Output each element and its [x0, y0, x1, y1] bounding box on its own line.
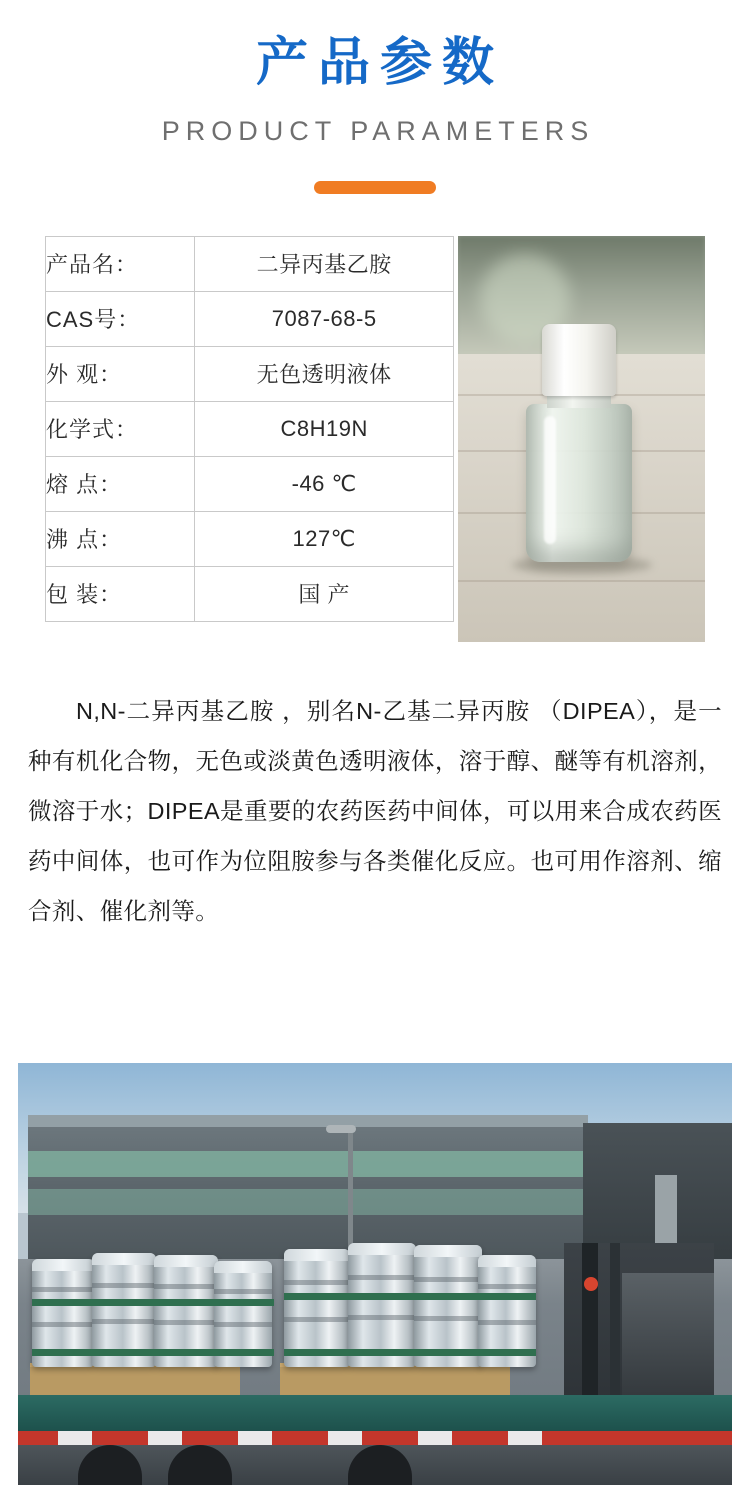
spec-value: 无色透明液体 [195, 346, 454, 401]
photo-forklift-light [584, 1277, 598, 1291]
table-row [46, 346, 454, 401]
table-row [46, 236, 454, 291]
product-description: N,N-二异丙基乙胺 ，别名N-乙基二异丙胺 （DIPEA），是一种有机化合物，无色或淡黄色透明液体，溶于醇、醚等有机溶剂，微溶于水；DIPEA是重要的农药医药中间体，可以用来合成农药医药中间体，也可作为位阻胺参与各类催化反应。也可用作溶剂、缩合剂、催化剂等。 [28, 697, 722, 924]
spec-key: 沸 点： [46, 511, 195, 566]
shipping-photo [18, 1063, 732, 1485]
page-subtitle: PRODUCT PARAMETERS [161, 115, 595, 146]
photo-truck-chassis [18, 1445, 732, 1485]
page-header [0, 0, 750, 194]
spec-key: 化学式： [46, 401, 195, 456]
table-row [46, 511, 454, 566]
product-photo [458, 236, 705, 642]
specification-section [45, 236, 705, 642]
spec-value: 7087-68-5 [195, 291, 454, 346]
photo-lamp-post [348, 1129, 353, 1257]
spec-key: 包 装： [46, 566, 195, 621]
spec-value: -46 ℃ [195, 456, 454, 511]
spec-key: 产品名： [46, 236, 195, 291]
spec-value: 二异丙基乙胺 [195, 236, 454, 291]
table-row [46, 401, 454, 456]
spec-key: CAS号： [46, 291, 195, 346]
photo-strap [284, 1293, 536, 1300]
table-row [46, 566, 454, 621]
table-row [46, 456, 454, 511]
photo-truck-reflector-strip [18, 1431, 732, 1445]
table-row [46, 291, 454, 346]
spec-key: 外 观： [46, 346, 195, 401]
photo-strap [32, 1299, 274, 1306]
photo-strap [284, 1349, 536, 1356]
photo-factory-building [28, 1115, 588, 1265]
photo-truck-bed [18, 1395, 732, 1431]
sample-bottle [520, 324, 638, 564]
spec-value: 国 产 [195, 566, 454, 621]
spec-key: 熔 点： [46, 456, 195, 511]
photo-strap [32, 1349, 274, 1356]
title-divider-bar [314, 181, 436, 194]
page-title: 产品参数 [255, 34, 504, 92]
spec-value: 127℃ [195, 511, 454, 566]
spec-value: C8H19N [195, 401, 454, 456]
specification-table [45, 236, 454, 622]
